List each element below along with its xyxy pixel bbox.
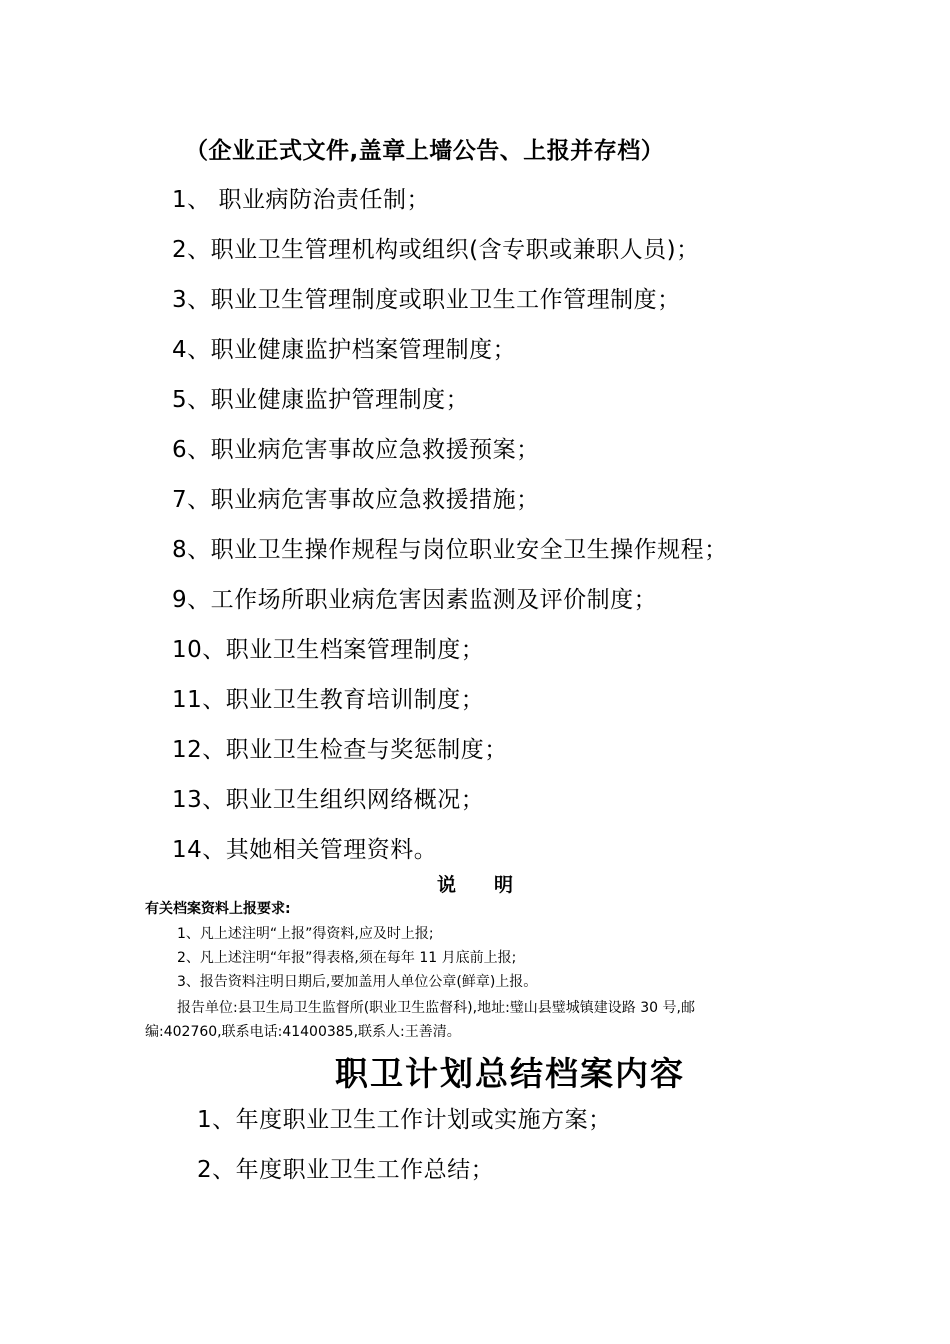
list-item: 13、职业卫生组织网络概况； <box>172 787 485 813</box>
requirements-list <box>172 182 728 882</box>
list-item: 5、职业健康监护管理制度； <box>172 387 470 413</box>
list-item: 6、职业病危害事故应急救援预案； <box>172 437 540 463</box>
document-subtitle: （企业正式文件,盖章上墙公告、上报并存档） <box>185 138 665 164</box>
list-item: 12、职业卫生检查与奖惩制度； <box>172 737 508 763</box>
list-item: 10、职业卫生档案管理制度； <box>172 637 485 663</box>
list-item: 14、其她相关管理资料。 <box>172 837 438 863</box>
report-info-line-1: 报告单位:县卫生局卫生监督所(职业卫生监督科),地址:璧山县璧城镇建设路 30 号,邮 <box>177 1000 695 1016</box>
list-item: 1、 职业病防治责任制； <box>172 187 430 213</box>
list-item: 11、职业卫生教育培训制度； <box>172 687 485 713</box>
list-item: 3、职业卫生管理制度或职业卫生工作管理制度； <box>172 287 681 313</box>
report-info-line-2: 编:402760,联系电话:41400385,联系人:王善清。 <box>145 1024 461 1040</box>
list-item: 8、职业卫生操作规程与岗位职业安全卫生操作规程； <box>172 537 728 563</box>
note-item: 2、凡上述注明“年报”得表格,须在每年 11 月底前上报; <box>177 950 517 966</box>
note-list <box>177 922 537 994</box>
list-item: 9、工作场所职业病危害因素监测及评价制度； <box>172 587 658 613</box>
note-item: 1、凡上述注明“上报”得资料,应及时上报; <box>177 926 434 942</box>
note-title: 说明 <box>436 874 551 896</box>
plan-list <box>197 1102 612 1202</box>
list-item: 2、年度职业卫生工作总结； <box>197 1157 495 1183</box>
note-heading: 有关档案资料上报要求: <box>145 901 291 917</box>
list-item: 2、职业卫生管理机构或组织(含专职或兼职人员)； <box>172 237 700 263</box>
note-item: 3、报告资料注明日期后,要加盖用人单位公章(鲜章)上报。 <box>177 974 538 990</box>
section-title: 职卫计划总结档案内容 <box>335 1054 685 1093</box>
list-item: 1、年度职业卫生工作计划或实施方案； <box>197 1107 612 1133</box>
list-item: 4、职业健康监护档案管理制度； <box>172 337 517 363</box>
list-item: 7、职业病危害事故应急救援措施； <box>172 487 540 513</box>
